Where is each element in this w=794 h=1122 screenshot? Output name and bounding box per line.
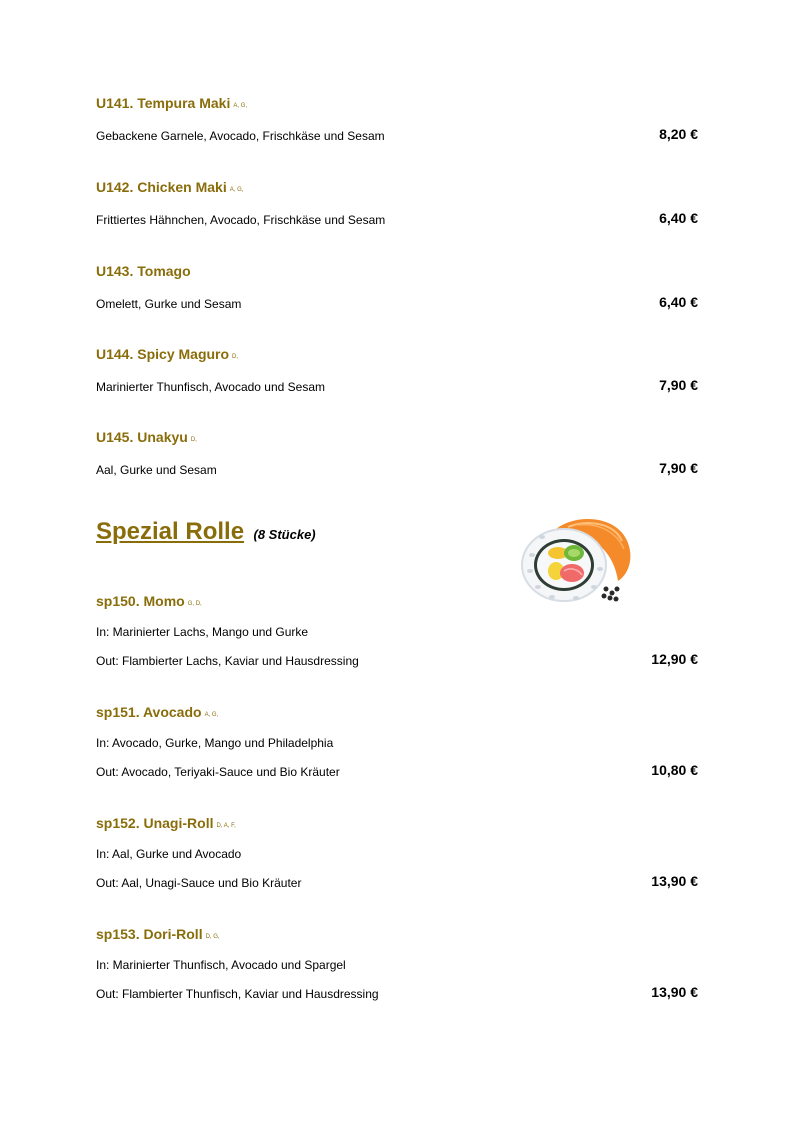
menu-item-sp152 [96,814,698,891]
item-allergens: D, [232,354,239,360]
item-description-row [96,379,698,395]
item-price: 12,90 € [651,651,698,667]
section-heading [96,517,316,547]
item-out-row [96,986,698,1002]
item-allergens: A, G, [204,712,219,718]
menu-item-u144 [96,345,698,395]
item-out-row [96,653,698,669]
item-price: 13,90 € [651,984,698,1000]
item-description-row [96,128,698,144]
item-out-row [96,875,698,891]
item-description-row [96,212,698,228]
item-description: Gebackene Garnele, Avocado, Frischkäse und Sesam [96,129,385,143]
item-description-row [96,462,698,478]
menu-item-sp153 [96,925,698,1002]
item-out-description: Out: Flambierter Lachs, Kaviar und Hausdressing [96,654,359,668]
menu-item-sp150 [96,592,698,669]
item-title: sp153. Dori-Roll D, G, [96,926,220,942]
item-in-description: In: Avocado, Gurke, Mango und Philadelphia [96,736,334,750]
menu-item-u143 [96,262,698,312]
item-allergens: D, A, F, [216,823,236,829]
item-description: Aal, Gurke und Sesam [96,463,217,477]
item-in-description: In: Marinierter Thunfisch, Avocado und Spargel [96,958,346,972]
item-price: 8,20 € [659,126,698,142]
item-title: U143. Tomago [96,263,191,279]
section-subtitle: (8 Stücke) [253,527,316,542]
menu-item-u142 [96,178,698,228]
item-out-description: Out: Avocado, Teriyaki-Sauce und Bio Kräuter [96,765,340,779]
item-description-row [96,296,698,312]
item-title: sp150. Momo G, D, [96,593,202,609]
menu-item-u141 [96,94,698,144]
item-title: U141. Tempura Maki A, G, [96,95,248,111]
menu-item-u145 [96,428,698,478]
item-description: Omelett, Gurke und Sesam [96,297,242,311]
item-title: U142. Chicken Maki A, G, [96,179,244,195]
item-description: Frittiertes Hähnchen, Avocado, Frischkäse und Sesam [96,213,386,227]
item-title: sp151. Avocado A, G, [96,704,219,720]
item-allergens: D, [190,437,197,443]
item-price: 7,90 € [659,377,698,393]
item-allergens: A, G, [229,187,244,193]
item-price: 13,90 € [651,873,698,889]
item-price: 6,40 € [659,210,698,226]
item-allergens: G, D, [187,601,202,607]
item-out-row [96,764,698,780]
menu-item-sp151 [96,703,698,780]
item-price: 10,80 € [651,762,698,778]
item-description: Marinierter Thunfisch, Avocado und Sesam [96,380,326,394]
item-title: U144. Spicy Maguro D, [96,346,239,362]
section-title: Spezial Rolle [96,518,245,545]
item-allergens: D, G, [205,934,220,940]
item-out-description: Out: Flambierter Thunfisch, Kaviar und Hausdressing [96,987,379,1001]
item-title: sp152. Unagi-Roll D, A, F, [96,815,236,831]
item-out-description: Out: Aal, Unagi-Sauce und Bio Kräuter [96,876,302,890]
item-title: U145. Unakyu D, [96,429,197,445]
item-price: 7,90 € [659,460,698,476]
item-price: 6,40 € [659,294,698,310]
item-in-description: In: Aal, Gurke und Avocado [96,847,242,861]
item-allergens: A, G, [233,103,248,109]
item-in-description: In: Marinierter Lachs, Mango und Gurke [96,625,309,639]
